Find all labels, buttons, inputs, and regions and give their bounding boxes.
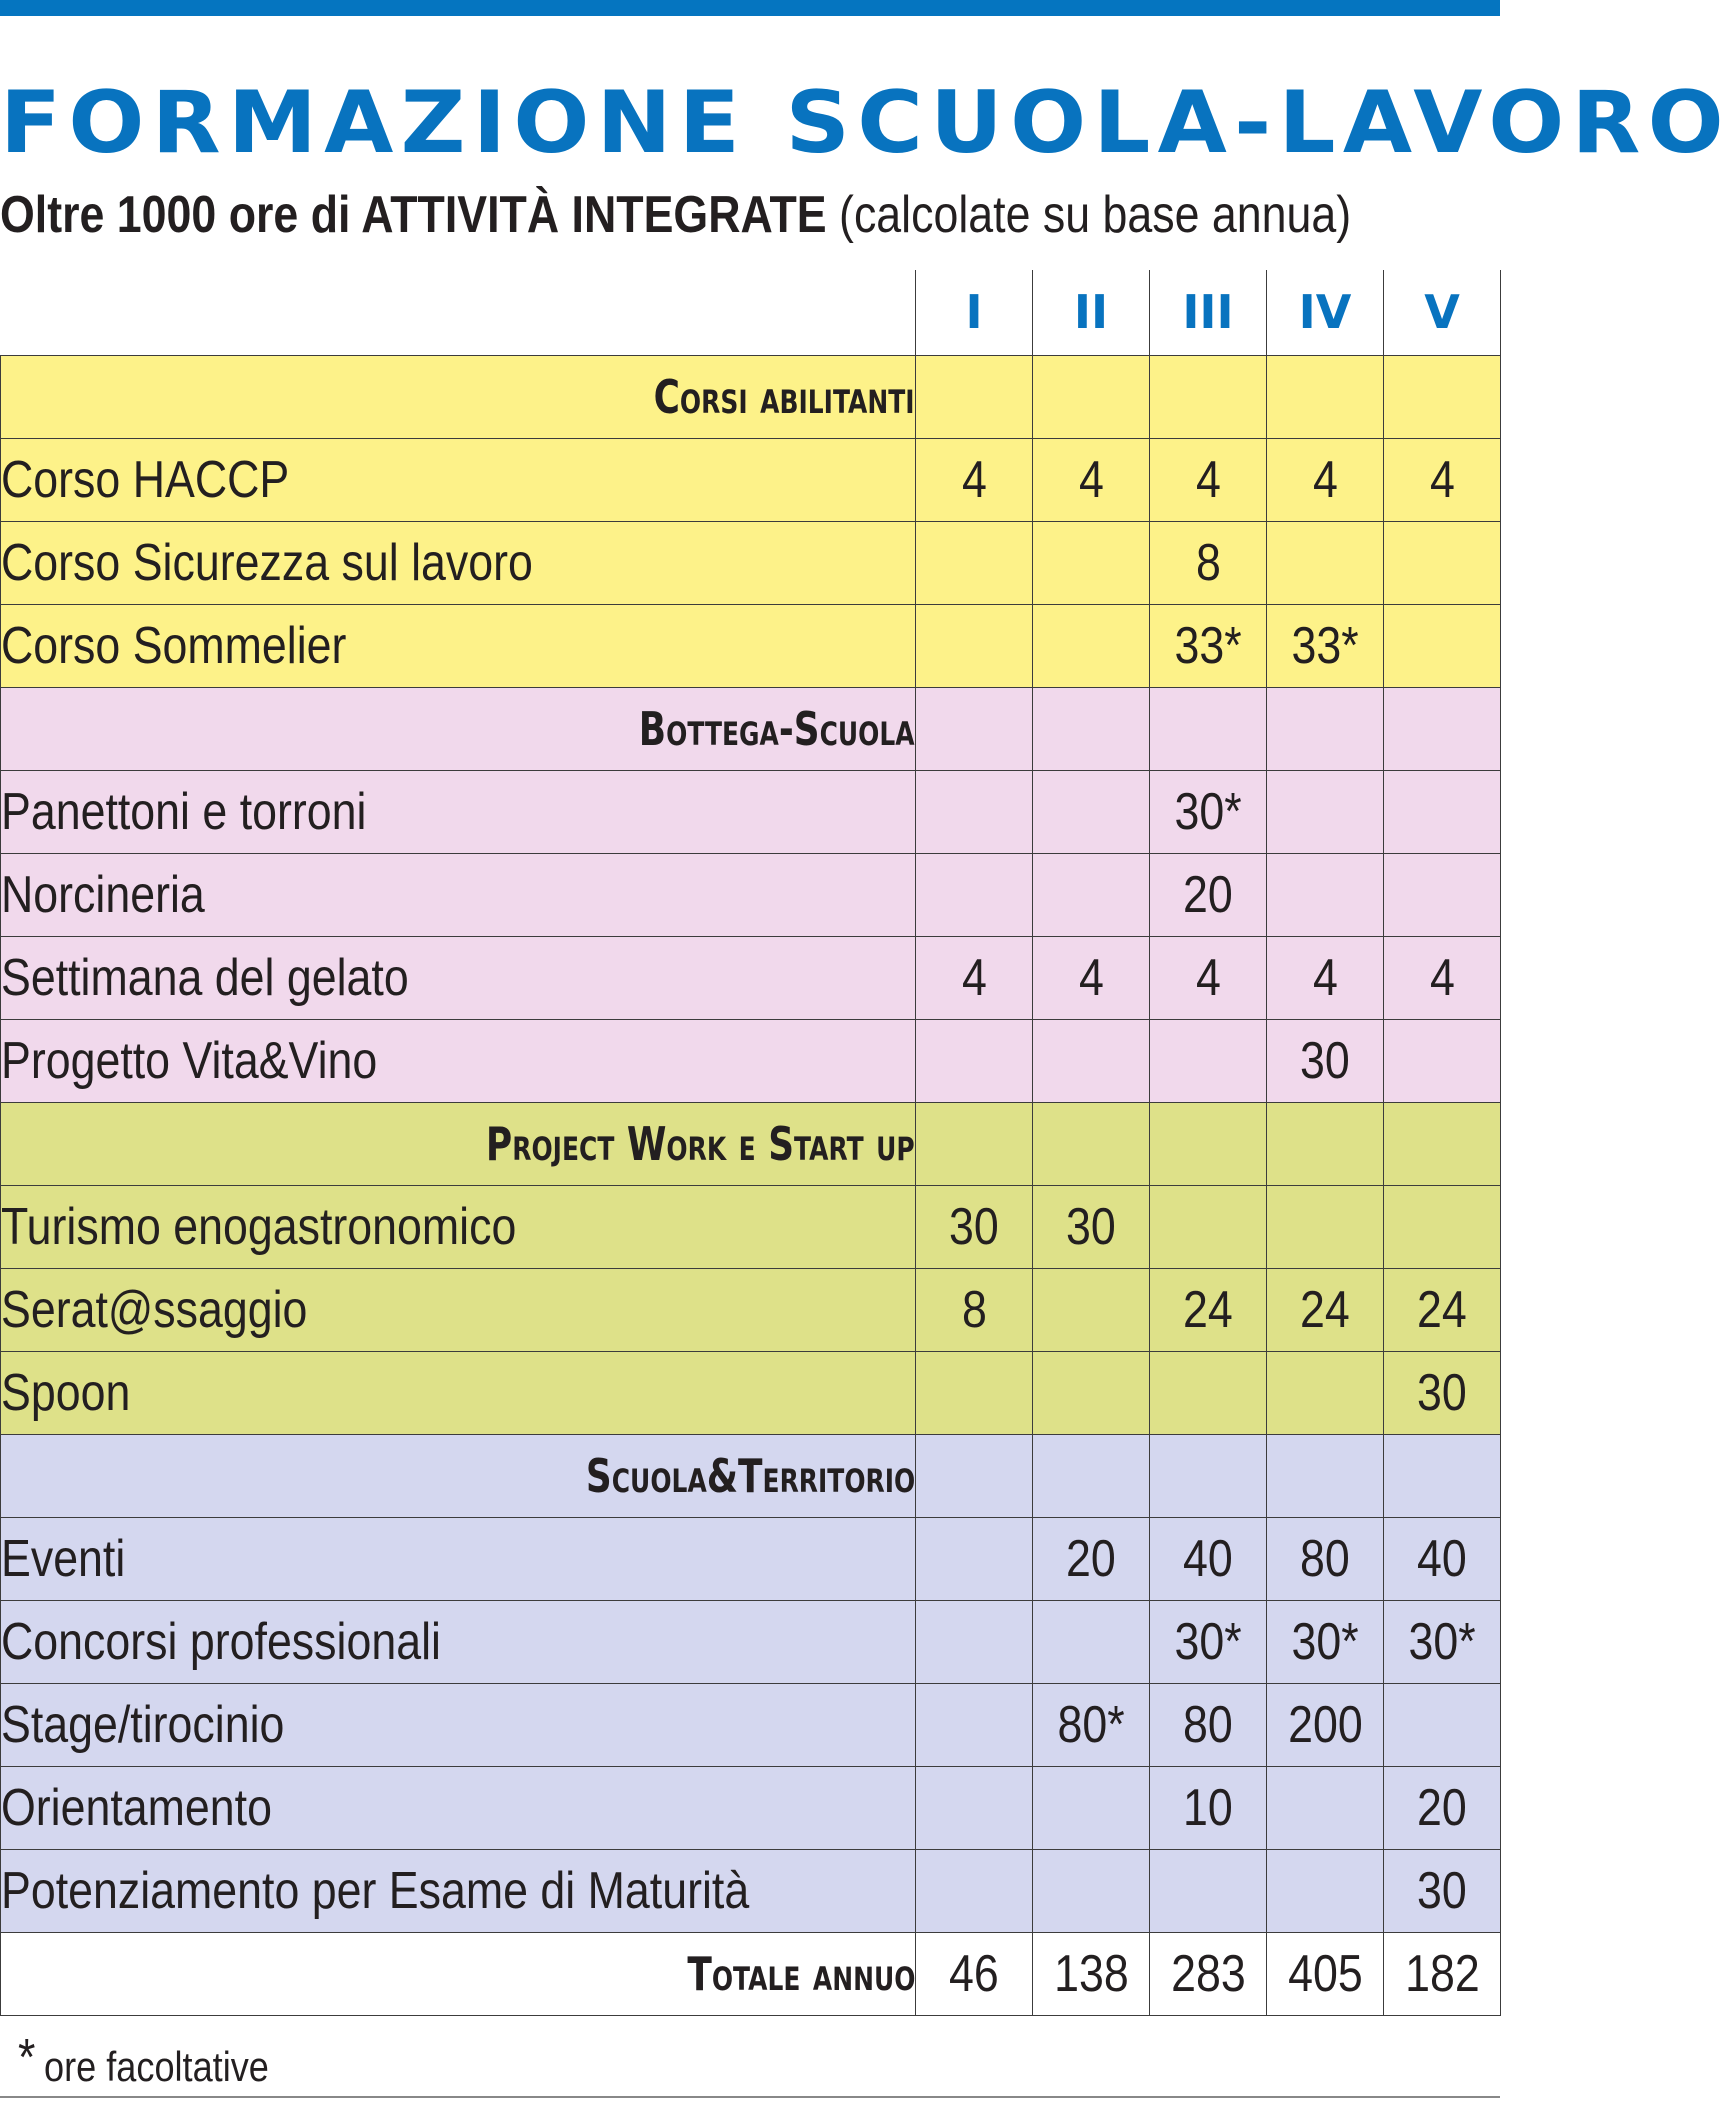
hours-cell bbox=[1267, 1683, 1384, 1766]
hours-cell bbox=[1150, 1351, 1267, 1434]
section-row bbox=[1, 1434, 1501, 1517]
total-label bbox=[1, 1932, 916, 2015]
row-label-text: Orientamento bbox=[1, 1778, 272, 1837]
section-empty-cell bbox=[1033, 1102, 1150, 1185]
hours-cell bbox=[1033, 1849, 1150, 1932]
hours-cell bbox=[1033, 1600, 1150, 1683]
total-label-text: Totale annuo bbox=[686, 1946, 915, 2001]
hours-cell-text: 200 bbox=[1287, 1695, 1363, 1754]
section-empty-cell bbox=[916, 355, 1033, 438]
hours-cell bbox=[916, 1351, 1033, 1434]
hours-cell bbox=[1384, 936, 1501, 1019]
section-title bbox=[1, 1434, 916, 1517]
total-cell bbox=[916, 1932, 1033, 2015]
hours-cell bbox=[1267, 1849, 1384, 1932]
year-header-1: I bbox=[916, 270, 1033, 355]
total-cell-text: 283 bbox=[1170, 1944, 1246, 2003]
year-header-3: III bbox=[1150, 270, 1267, 355]
row-label bbox=[1, 1351, 916, 1434]
total-cell-text: 138 bbox=[1053, 1944, 1129, 2003]
hours-cell-text: 30 bbox=[1066, 1197, 1116, 1256]
total-cell-text: 405 bbox=[1287, 1944, 1363, 2003]
row-label-text: Eventi bbox=[1, 1529, 126, 1588]
hours-cell bbox=[1150, 521, 1267, 604]
total-cell bbox=[1384, 1932, 1501, 2015]
hours-cell-text: 80 bbox=[1183, 1695, 1233, 1754]
hours-cell-text: 30 bbox=[949, 1197, 999, 1256]
page-subtitle bbox=[0, 180, 1352, 250]
footnote-text: ore facoltative bbox=[44, 2043, 269, 2090]
table-row bbox=[1, 1019, 1501, 1102]
hours-cell bbox=[1150, 604, 1267, 687]
section-title-text: Corsi abilitanti bbox=[654, 369, 915, 424]
section-empty-cell bbox=[1033, 687, 1150, 770]
hours-cell-text: 30 bbox=[1417, 1861, 1467, 1920]
table-row bbox=[1, 1683, 1501, 1766]
hours-cell-text: 40 bbox=[1183, 1529, 1233, 1588]
row-label bbox=[1, 438, 916, 521]
section-title bbox=[1, 1102, 916, 1185]
section-title-text: Project Work e Start up bbox=[486, 1116, 915, 1171]
hours-cell bbox=[1033, 1683, 1150, 1766]
row-label-text: Settimana del gelato bbox=[1, 948, 409, 1007]
hours-cell bbox=[1150, 1766, 1267, 1849]
hours-cell-text: 10 bbox=[1183, 1778, 1233, 1837]
section-empty-cell bbox=[916, 687, 1033, 770]
hours-cell bbox=[1150, 936, 1267, 1019]
hours-cell bbox=[916, 936, 1033, 1019]
section-empty-cell bbox=[916, 1434, 1033, 1517]
total-cell-text: 46 bbox=[949, 1944, 999, 2003]
subtitle-light: (calcolate su base annua) bbox=[839, 186, 1352, 244]
table-row bbox=[1, 853, 1501, 936]
top-accent-bar bbox=[0, 0, 1500, 16]
footnote-symbol: * bbox=[18, 2029, 36, 2087]
hours-cell bbox=[916, 770, 1033, 853]
hours-cell bbox=[1150, 1600, 1267, 1683]
row-label-text: Progetto Vita&Vino bbox=[1, 1031, 378, 1090]
table-row bbox=[1, 1268, 1501, 1351]
hours-cell-text: 4 bbox=[961, 948, 987, 1007]
section-empty-cell bbox=[1384, 355, 1501, 438]
hours-cell-text: 30* bbox=[1408, 1612, 1476, 1671]
table-row bbox=[1, 438, 1501, 521]
hours-cell bbox=[1267, 438, 1384, 521]
section-empty-cell bbox=[1267, 687, 1384, 770]
row-label-text: Stage/tirocinio bbox=[1, 1695, 285, 1754]
table-row bbox=[1, 1351, 1501, 1434]
page-title: FORMAZIONE SCUOLA-LAVORO bbox=[0, 73, 1731, 173]
hours-cell bbox=[1150, 770, 1267, 853]
hours-cell bbox=[1150, 1517, 1267, 1600]
hours-cell bbox=[1384, 438, 1501, 521]
hours-cell bbox=[1384, 604, 1501, 687]
row-label-text: Corso HACCP bbox=[1, 450, 290, 509]
hours-cell bbox=[1384, 1019, 1501, 1102]
row-label bbox=[1, 1600, 916, 1683]
hours-cell bbox=[1267, 853, 1384, 936]
hours-cell-text: 30 bbox=[1300, 1031, 1350, 1090]
hours-cell-text: 4 bbox=[1195, 948, 1221, 1007]
hours-cell-text: 4 bbox=[1429, 948, 1455, 1007]
row-label-text: Serat@ssaggio bbox=[1, 1280, 308, 1339]
hours-cell-text: 4 bbox=[1312, 948, 1338, 1007]
section-empty-cell bbox=[1267, 1434, 1384, 1517]
hours-cell bbox=[1267, 604, 1384, 687]
total-row bbox=[1, 1932, 1501, 2015]
hours-cell-text: 4 bbox=[1078, 948, 1104, 1007]
total-cell bbox=[1267, 1932, 1384, 2015]
row-label-text: Panettoni e torroni bbox=[1, 782, 367, 841]
table-row bbox=[1, 604, 1501, 687]
hours-cell bbox=[1384, 1600, 1501, 1683]
hours-cell bbox=[1033, 770, 1150, 853]
row-label bbox=[1, 604, 916, 687]
table-row bbox=[1, 1849, 1501, 1932]
year-header-2: II bbox=[1033, 270, 1150, 355]
hours-cell bbox=[1384, 1849, 1501, 1932]
hours-cell-text: 4 bbox=[1312, 450, 1338, 509]
section-title-text: Scuola&Territorio bbox=[585, 1448, 915, 1503]
hours-cell bbox=[1150, 1268, 1267, 1351]
hours-table bbox=[0, 270, 1501, 2016]
hours-cell-text: 4 bbox=[1429, 450, 1455, 509]
hours-cell bbox=[1267, 1268, 1384, 1351]
section-empty-cell bbox=[1384, 1102, 1501, 1185]
hours-cell bbox=[1150, 1019, 1267, 1102]
section-title bbox=[1, 687, 916, 770]
hours-cell bbox=[1384, 1683, 1501, 1766]
footnote bbox=[18, 2028, 269, 2088]
hours-cell-text: 20 bbox=[1066, 1529, 1116, 1588]
section-empty-cell bbox=[1033, 1434, 1150, 1517]
hours-cell-text: 20 bbox=[1417, 1778, 1467, 1837]
hours-cell-text: 80* bbox=[1057, 1695, 1125, 1754]
year-header-5: V bbox=[1384, 270, 1501, 355]
hours-cell bbox=[1150, 853, 1267, 936]
total-cell-text: 182 bbox=[1404, 1944, 1480, 2003]
hours-cell-text: 40 bbox=[1417, 1529, 1467, 1588]
section-row bbox=[1, 1102, 1501, 1185]
hours-cell bbox=[916, 1268, 1033, 1351]
row-label bbox=[1, 1683, 916, 1766]
table-row bbox=[1, 1517, 1501, 1600]
hours-cell-text: 80 bbox=[1300, 1529, 1350, 1588]
hours-cell bbox=[916, 1683, 1033, 1766]
section-empty-cell bbox=[1384, 687, 1501, 770]
section-empty-cell bbox=[1033, 355, 1150, 438]
hours-cell bbox=[1033, 1019, 1150, 1102]
table-row bbox=[1, 521, 1501, 604]
header-row bbox=[1, 270, 1501, 355]
hours-cell-text: 8 bbox=[1195, 533, 1221, 592]
bottom-rule bbox=[0, 2096, 1500, 2098]
hours-cell bbox=[1384, 1351, 1501, 1434]
hours-cell bbox=[1267, 770, 1384, 853]
year-header-4: IV bbox=[1267, 270, 1384, 355]
hours-cell bbox=[1033, 1268, 1150, 1351]
hours-cell bbox=[916, 1849, 1033, 1932]
section-empty-cell bbox=[1267, 1102, 1384, 1185]
row-label bbox=[1, 1268, 916, 1351]
row-label bbox=[1, 936, 916, 1019]
table-row bbox=[1, 770, 1501, 853]
hours-cell-text: 20 bbox=[1183, 865, 1233, 924]
hours-cell bbox=[1384, 1766, 1501, 1849]
section-empty-cell bbox=[1150, 1434, 1267, 1517]
hours-cell bbox=[1267, 1185, 1384, 1268]
hours-cell bbox=[916, 438, 1033, 521]
hours-cell bbox=[1150, 1185, 1267, 1268]
hours-cell-text: 33* bbox=[1291, 616, 1359, 675]
hours-cell bbox=[1150, 438, 1267, 521]
row-label bbox=[1, 853, 916, 936]
hours-cell-text: 8 bbox=[961, 1280, 987, 1339]
hours-cell bbox=[916, 1517, 1033, 1600]
hours-cell bbox=[1267, 1517, 1384, 1600]
hours-cell bbox=[916, 1185, 1033, 1268]
hours-cell-text: 24 bbox=[1183, 1280, 1233, 1339]
hours-cell bbox=[1033, 604, 1150, 687]
hours-cell bbox=[916, 1600, 1033, 1683]
hours-cell bbox=[1267, 936, 1384, 1019]
hours-cell bbox=[1384, 521, 1501, 604]
section-empty-cell bbox=[1384, 1434, 1501, 1517]
row-label-text: Potenziamento per Esame di Maturità bbox=[1, 1861, 750, 1920]
row-label bbox=[1, 1517, 916, 1600]
row-label-text: Corso Sommelier bbox=[1, 616, 347, 675]
header-blank-cell bbox=[1, 270, 916, 355]
section-empty-cell bbox=[1267, 355, 1384, 438]
hours-cell-text: 30* bbox=[1174, 1612, 1242, 1671]
section-row bbox=[1, 687, 1501, 770]
row-label bbox=[1, 1185, 916, 1268]
section-empty-cell bbox=[1150, 1102, 1267, 1185]
section-empty-cell bbox=[1150, 687, 1267, 770]
table-row bbox=[1, 1185, 1501, 1268]
hours-cell bbox=[1033, 1185, 1150, 1268]
hours-cell bbox=[916, 521, 1033, 604]
hours-cell bbox=[1384, 1517, 1501, 1600]
hours-cell bbox=[1033, 853, 1150, 936]
row-label bbox=[1, 770, 916, 853]
row-label bbox=[1, 521, 916, 604]
hours-cell bbox=[1033, 1351, 1150, 1434]
section-empty-cell bbox=[916, 1102, 1033, 1185]
subtitle-bold: Oltre 1000 ore di ATTIVITÀ INTEGRATE bbox=[0, 186, 827, 244]
hours-cell bbox=[1384, 770, 1501, 853]
hours-cell bbox=[1033, 936, 1150, 1019]
hours-cell bbox=[916, 604, 1033, 687]
row-label bbox=[1, 1849, 916, 1932]
total-cell bbox=[1150, 1932, 1267, 2015]
section-empty-cell bbox=[1150, 355, 1267, 438]
table-row bbox=[1, 1600, 1501, 1683]
hours-cell bbox=[1033, 521, 1150, 604]
hours-cell bbox=[1033, 1766, 1150, 1849]
row-label-text: Corso Sicurezza sul lavoro bbox=[1, 533, 533, 592]
hours-cell-text: 24 bbox=[1417, 1280, 1467, 1339]
row-label-text: Spoon bbox=[1, 1363, 131, 1422]
hours-cell bbox=[1384, 1268, 1501, 1351]
hours-cell-text: 4 bbox=[1078, 450, 1104, 509]
hours-cell bbox=[1033, 438, 1150, 521]
hours-cell bbox=[1267, 1766, 1384, 1849]
hours-cell bbox=[1033, 1517, 1150, 1600]
hours-cell bbox=[1150, 1849, 1267, 1932]
hours-cell bbox=[916, 1766, 1033, 1849]
row-label bbox=[1, 1766, 916, 1849]
section-title bbox=[1, 355, 916, 438]
hours-cell bbox=[916, 1019, 1033, 1102]
hours-cell-text: 30* bbox=[1291, 1612, 1359, 1671]
section-row bbox=[1, 355, 1501, 438]
hours-cell bbox=[916, 853, 1033, 936]
hours-cell bbox=[1150, 1683, 1267, 1766]
hours-cell-text: 4 bbox=[961, 450, 987, 509]
row-label bbox=[1, 1019, 916, 1102]
hours-cell bbox=[1267, 521, 1384, 604]
hours-cell bbox=[1267, 1600, 1384, 1683]
section-title-text: Bottega-Scuola bbox=[639, 701, 915, 756]
table-row bbox=[1, 1766, 1501, 1849]
hours-cell bbox=[1384, 853, 1501, 936]
row-label-text: Norcineria bbox=[1, 865, 205, 924]
hours-cell bbox=[1267, 1351, 1384, 1434]
total-cell bbox=[1033, 1932, 1150, 2015]
row-label-text: Turismo enogastronomico bbox=[1, 1197, 517, 1256]
hours-cell-text: 24 bbox=[1300, 1280, 1350, 1339]
row-label-text: Concorsi professionali bbox=[1, 1612, 441, 1671]
hours-cell-text: 30* bbox=[1174, 782, 1242, 841]
hours-cell-text: 30 bbox=[1417, 1363, 1467, 1422]
hours-cell bbox=[1267, 1019, 1384, 1102]
hours-cell-text: 4 bbox=[1195, 450, 1221, 509]
hours-cell-text: 33* bbox=[1174, 616, 1242, 675]
table-row bbox=[1, 936, 1501, 1019]
hours-cell bbox=[1384, 1185, 1501, 1268]
